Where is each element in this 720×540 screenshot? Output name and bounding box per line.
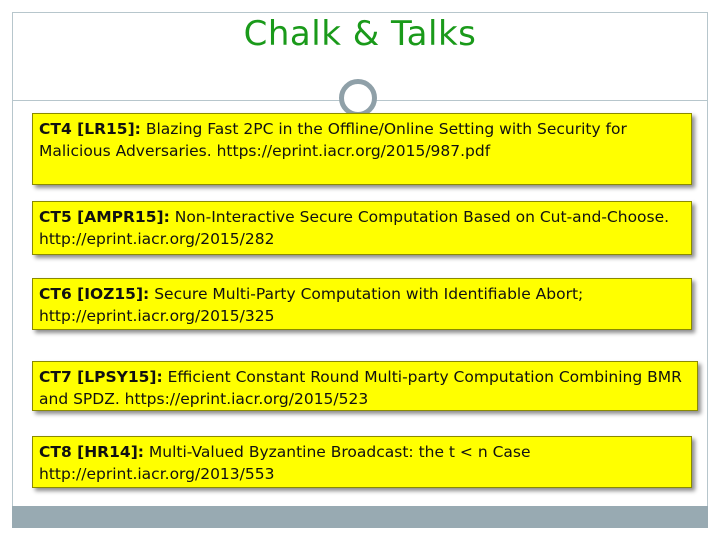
slide-title: Chalk & Talks [243,14,477,54]
reference-text: Blazing Fast 2PC in the Offline/Online Setting with Security for Malicious Adversaries. https://eprint.iacr.org/2015/987.pdf [39,120,627,160]
reference-text: Non-Interactive Secure Computation Based on Cut-and-Choose. http://eprint.iacr.org/2015/282 [39,208,670,248]
reference-text: Secure Multi-Party Computation with Identifiable Abort; http://eprint.iacr.org/2015/325 [39,285,584,325]
reference-text: Multi-Valued Byzantine Broadcast: the t < n Case http://eprint.iacr.org/2013/553 [39,443,531,483]
reference-card-ct4 [32,113,692,185]
reference-id: CT4 [LR15]: [39,120,141,138]
footer-bar [12,506,708,528]
reference-text: Efficient Constant Round Multi-party Computation Combining BMR and SPDZ. https://eprint.iacr.org/2015/523 [39,368,682,408]
reference-card-ct5 [32,201,692,255]
reference-card-ct7 [32,361,698,411]
reference-card-ct8 [32,436,692,488]
reference-id: CT7 [LPSY15]: [39,368,163,386]
reference-id: CT8 [HR14]: [39,443,144,461]
ring-decoration [339,79,377,117]
reference-id: CT5 [AMPR15]: [39,208,170,226]
reference-id: CT6 [IOZ15]: [39,285,150,303]
reference-card-ct6 [32,278,692,330]
